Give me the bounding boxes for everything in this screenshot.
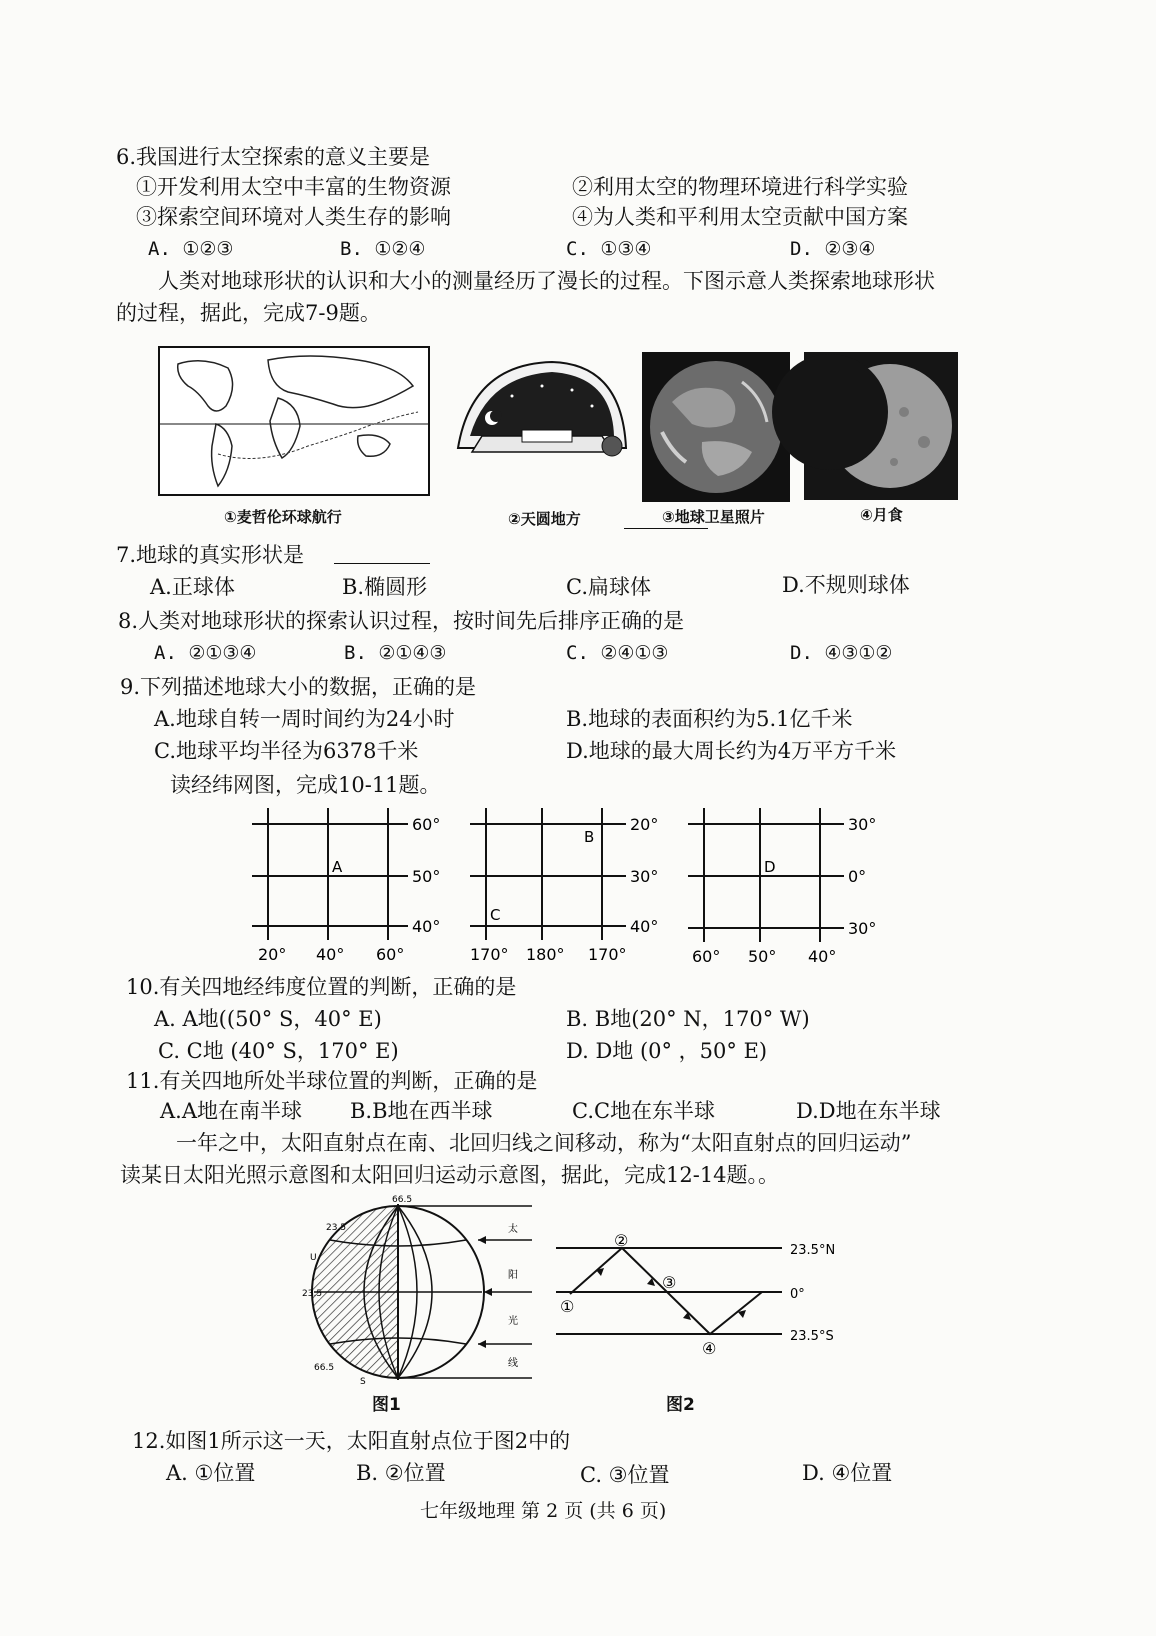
- earth-satellite-photo: [642, 352, 790, 502]
- q9-option-a: A.地球自转一周时间约为24小时: [154, 707, 455, 731]
- q6-stem: 6.我国进行太空探索的意义主要是: [116, 145, 431, 169]
- q12-option-b: B. ②位置: [356, 1461, 446, 1485]
- grid-a-lat-1: 60°: [412, 815, 441, 834]
- intro-7-9-line1: 人类对地球形状的认识和大小的测量经历了漫长的过程。下图示意人类探索地球形状: [158, 269, 935, 293]
- q10-option-a: A. A地((50° S，40° E): [154, 1007, 382, 1031]
- grid-a-lat-3: 40°: [412, 917, 441, 936]
- grid-a-lon-3: 60°: [376, 945, 405, 964]
- sun-migration-diagram: [552, 1231, 852, 1364]
- caption-round-sky: ②天圆地方: [508, 510, 581, 528]
- sunlight-diagram: [300, 1195, 540, 1390]
- lunar-eclipse-photo: [804, 352, 958, 500]
- grid-d-lat-2: 0°: [848, 867, 867, 886]
- caption-eclipse: ④月食: [860, 506, 903, 524]
- grid-b-lat-3: 40°: [630, 917, 659, 936]
- fig2-line-equator: 0°: [790, 1287, 805, 1302]
- grid-b-lat-2: 30°: [630, 867, 659, 886]
- magellan-voyage-map: [158, 346, 430, 496]
- q6-item-2: ②利用太空的物理环境进行科学实验: [572, 175, 908, 199]
- grid-b-lon-2: 180°: [526, 945, 565, 964]
- intro-7-9-line2: 的过程，据此，完成7-9题。: [116, 301, 381, 325]
- page-footer: 七年级地理 第 2 页 (共 6 页): [420, 1500, 667, 1522]
- grid-d-lat-1: 30°: [848, 815, 877, 834]
- q9-stem: 9.下列描述地球大小的数据，正确的是: [120, 675, 477, 699]
- intro-12-14-line2: 读某日太阳光照示意图和太阳回归运动示意图，据此，完成12-14题。。: [120, 1163, 780, 1187]
- point-d-label: D: [764, 858, 776, 876]
- q11-option-b: B.B地在西半球: [350, 1099, 493, 1123]
- q12-option-c: C. ③位置: [580, 1463, 670, 1487]
- q6-option-b: B. ①②④: [340, 238, 426, 260]
- q7-option-a: A.正球体: [150, 575, 235, 599]
- point-b-label: B: [584, 828, 595, 846]
- q6-option-c: C. ①③④: [566, 238, 652, 260]
- lat-lon-grid-d: [684, 804, 884, 964]
- fig2-point-2: ②: [614, 1231, 629, 1250]
- caption-underline: [624, 528, 708, 529]
- q11-stem: 11.有关四地所处半球位置的判断，正确的是: [126, 1069, 538, 1093]
- q11-option-c: C.C地在东半球: [572, 1099, 716, 1123]
- q11-option-a: A.A地在南半球: [160, 1099, 303, 1123]
- q10-option-d: D. D地 (0° ，50° E): [566, 1039, 768, 1063]
- fig1-label-s: S: [360, 1377, 366, 1387]
- grid-b-lat-1: 20°: [630, 815, 659, 834]
- fig2-line-tropic-capricorn: 23.5°S: [790, 1329, 834, 1344]
- q8-option-b: B. ②①④③: [344, 642, 447, 664]
- q7-option-b: B.椭圆形: [342, 575, 428, 599]
- q10-option-b: B. B地(20° N，170° W): [566, 1007, 810, 1031]
- point-c-label: C: [490, 906, 501, 924]
- grid-b-lon-1: 170°: [470, 945, 509, 964]
- fig2-point-3: ③: [662, 1273, 677, 1292]
- q8-option-a: A. ②①③④: [154, 642, 257, 664]
- q6-item-4: ④为人类和平利用太空贡献中国方案: [572, 205, 908, 229]
- fig2-caption: 图2: [666, 1395, 695, 1415]
- q7-option-d: D.不规则球体: [782, 573, 910, 597]
- fig1-label-66-s: 66.5: [314, 1363, 335, 1373]
- q12-option-d: D. ④位置: [802, 1461, 893, 1485]
- caption-magellan: ①麦哲伦环球航行: [224, 508, 342, 526]
- q11-option-d: D.D地在东半球: [796, 1099, 941, 1123]
- q8-stem: 8.人类对地球形状的探索认识过程，按时间先后排序正确的是: [118, 609, 685, 633]
- fig1-label-66-n: 66.5: [392, 1195, 413, 1205]
- intro-12-14-line1: 一年之中，太阳直射点在南、北回归线之间移动，称为“太阳直射点的回归运动”: [176, 1131, 912, 1155]
- q7-answer-blank: [334, 563, 430, 564]
- fig1-caption: 图1: [372, 1395, 401, 1415]
- q9-option-d: D.地球的最大周长约为4万平方千米: [566, 739, 897, 763]
- lat-lon-grid-b: [466, 804, 666, 964]
- fig1-label-23-s: 23.5: [302, 1289, 323, 1299]
- q12-option-a: A. ①位置: [166, 1461, 256, 1485]
- point-a-label: A: [332, 858, 343, 876]
- fig2-point-1: ①: [560, 1297, 575, 1316]
- grid-d-lon-3: 40°: [808, 947, 837, 966]
- q8-option-d: D. ④③①②: [790, 642, 893, 664]
- lat-lon-grid-a: [248, 804, 448, 964]
- q6-option-d: D. ②③④: [790, 238, 876, 260]
- fig2-line-tropic-cancer: 23.5°N: [790, 1243, 836, 1258]
- grid-b-lon-3: 170°: [588, 945, 627, 964]
- grid-d-lon-1: 60°: [692, 947, 721, 966]
- q10-option-c: C. C地 (40° S，170° E): [158, 1039, 399, 1063]
- q6-item-1: ①开发利用太空中丰富的生物资源: [136, 175, 451, 199]
- fig1-label-23-n: 23.5: [326, 1223, 347, 1233]
- caption-satellite: ③地球卫星照片: [662, 508, 765, 526]
- light-char-1: 太: [508, 1224, 518, 1235]
- light-char-2: 阳: [508, 1270, 518, 1281]
- q10-stem: 10.有关四地经纬度位置的判断，正确的是: [126, 975, 517, 999]
- q9-option-c: C.地球平均半径为6378千米: [154, 739, 419, 763]
- grid-d-lon-2: 50°: [748, 947, 777, 966]
- fig1-label-u: U: [310, 1253, 317, 1263]
- light-char-3: 光: [508, 1316, 518, 1327]
- light-char-4: 线: [508, 1358, 518, 1369]
- q9-option-b: B.地球的表面积约为5.1亿千米: [566, 707, 853, 731]
- q6-option-a: A. ①②③: [148, 238, 234, 260]
- grid-a-lon-2: 40°: [316, 945, 345, 964]
- intro-10-11: 读经纬网图，完成10-11题。: [170, 773, 441, 797]
- grid-d-lat-3: 30°: [848, 919, 877, 938]
- q12-stem: 12.如图1所示这一天，太阳直射点位于图2中的: [132, 1429, 571, 1453]
- q7-stem: 7.地球的真实形状是: [116, 543, 305, 567]
- grid-a-lat-2: 50°: [412, 867, 441, 886]
- grid-a-lon-1: 20°: [258, 945, 287, 964]
- q7-option-c: C.扁球体: [566, 575, 651, 599]
- round-sky-square-earth-illustration: [452, 356, 630, 466]
- q8-option-c: C. ②④①③: [566, 642, 669, 664]
- q6-item-3: ③探索空间环境对人类生存的影响: [136, 205, 451, 229]
- fig2-point-4: ④: [702, 1339, 717, 1358]
